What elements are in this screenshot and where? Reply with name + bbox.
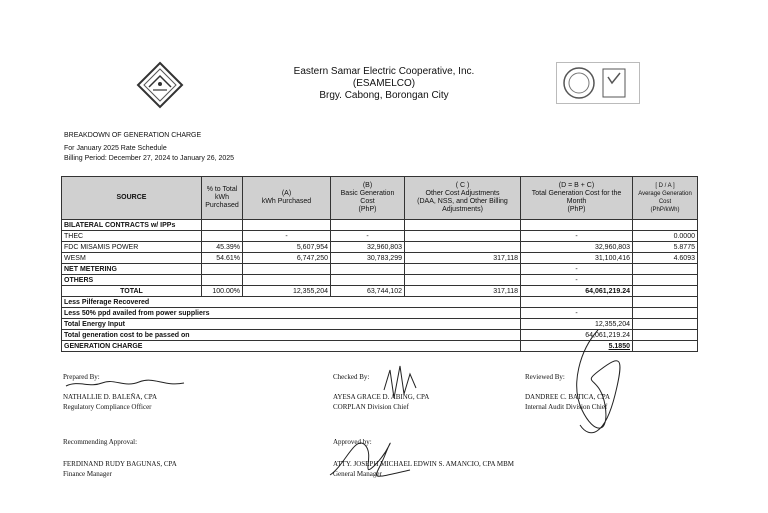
table-cell-pct [202,264,243,275]
certification-seals [556,62,640,104]
recommending-title: Finance Manager [63,470,112,478]
table-cell-d: 32,960,803 [521,242,633,253]
summary-label: Total Energy Input [62,319,521,330]
table-cell-e: 4.6093 [633,253,698,264]
summary-empty [633,330,698,341]
summary-empty [633,308,698,319]
approved-name: ATTY. JOSEPH MICHAEL EDWIN S. AMANCIO, CPA MBM [333,460,514,468]
table-cell-c [405,220,521,231]
table-row [62,264,698,275]
summary-value: 5.1850 [521,341,633,352]
table-cell-a: - [243,231,331,242]
table-cell-pct [202,220,243,231]
table-cell-e: 5.8775 [633,242,698,253]
approved-label: Approved by: [333,438,372,446]
table-cell-b [331,275,405,286]
table-cell-d: - [521,231,633,242]
table-cell-e: 0.0000 [633,231,698,242]
summary-empty [633,297,698,308]
table-cell-a [243,264,331,275]
table-cell-d [521,220,633,231]
table-row [62,286,698,297]
header-d: (D = B + C) Total Generation Cost for the Month (PhP) [521,177,633,220]
table-cell-d: 31,100,416 [521,253,633,264]
table-cell-e [633,275,698,286]
prepared-title: Regulatory Compliance Officer [63,403,152,411]
table-row [62,275,698,286]
org-abbr: (ESAMELCO) [352,78,416,89]
table-cell-source: WESM [62,253,202,264]
reviewed-name: DANDREE C. BATICA, CPA [525,393,611,401]
table-cell-source: TOTAL [62,286,202,297]
table-cell-b: - [331,231,405,242]
table-cell-a: 5,607,954 [243,242,331,253]
table-cell-pct: 45.39% [202,242,243,253]
approved-title: General Manager [333,470,382,478]
summary-empty [633,341,698,352]
table-cell-c: 317,118 [405,253,521,264]
table-cell-b: 63,744,102 [331,286,405,297]
prepared-signature [64,376,189,390]
header-source: SOURCE [62,177,202,220]
rate-schedule: For January 2025 Rate Schedule [64,145,167,152]
header-pct: % to Total kWh Purchased [202,177,243,220]
table-row [62,242,698,253]
header-e: [ D / A ] Average Generation Cost (PhP/kWh) [633,177,698,220]
reviewed-label: Reviewed By: [525,373,565,381]
table-cell-d: 64,061,219.24 [521,286,633,297]
table-cell-source: FDC MISAMIS POWER [62,242,202,253]
table-row [62,220,698,231]
reviewed-signature [560,325,635,450]
table-cell-a: 12,355,204 [243,286,331,297]
header-b: (B) Basic Generation Cost (PhP) [331,177,405,220]
table-cell-c [405,242,521,253]
table-cell-b [331,264,405,275]
org-address: Brgy. Cabong, Borongan City [319,90,449,101]
summary-row [62,297,698,308]
summary-label: Total generation cost to be passed on [62,330,521,341]
checked-title: CORPLAN Division Chief [333,403,409,411]
checked-name: AYESA GRACE D. ABING, CPA [333,393,430,401]
summary-row [62,308,698,319]
table-cell-e [633,286,698,297]
summary-value: 12,355,204 [521,319,633,330]
summary-label: Less Pilferage Recovered [62,297,521,308]
recommending-name: FERDINAND RUDY BAGUNAS, CPA [63,460,177,468]
summary-empty [633,319,698,330]
table-cell-b: 30,783,299 [331,253,405,264]
table-cell-pct [202,275,243,286]
reviewed-title: Internal Audit Division Chief [525,403,608,411]
header-c: ( C ) Other Cost Adjustments (DAA, NSS, and Other Billing Adjustments) [405,177,521,220]
table-cell-e [633,220,698,231]
table-cell-source: OTHERS [62,275,202,286]
table-cell-c: 317,118 [405,286,521,297]
table-cell-c [405,275,521,286]
summary-value [521,297,633,308]
table-cell-c [405,231,521,242]
table-cell-pct: 54.61% [202,253,243,264]
summary-label: GENERATION CHARGE [62,341,521,352]
cert-badge-icon [603,69,625,97]
billing-period: Billing Period: December 27, 2024 to January 26, 2025 [64,155,235,162]
org-name: Eastern Samar Electric Cooperative, Inc. [293,66,475,77]
table-row [62,253,698,264]
table-cell-source: THEC [62,231,202,242]
table-cell-source: NET METERING [62,264,202,275]
summary-value: 64,061,219.24 [521,330,633,341]
table-cell-d: - [521,275,633,286]
table-cell-source: BILATERAL CONTRACTS w/ IPPs [62,220,202,231]
table-cell-pct [202,231,243,242]
table-row [62,231,698,242]
table-cell-pct: 100.00% [202,286,243,297]
header-a: (A) kWh Purchased [243,177,331,220]
checked-label: Checked By: [333,373,370,381]
table-cell-c [405,264,521,275]
table-cell-d: - [521,264,633,275]
table-cell-b: 32,960,803 [331,242,405,253]
summary-value: - [521,308,633,319]
table-cell-b [331,220,405,231]
recommending-label: Recommending Approval: [63,438,138,446]
doc-title: BREAKDOWN OF GENERATION CHARGE [64,132,202,139]
prepared-name: NATHALLIE D. BALEÑA, CPA [63,393,158,401]
table-cell-a: 6,747,250 [243,253,331,264]
table-cell-a [243,220,331,231]
table-cell-e [633,264,698,275]
summary-label: Less 50% ppd availed from power suppliers [62,308,521,319]
prepared-label: Prepared By: [63,373,100,381]
table-cell-a [243,275,331,286]
